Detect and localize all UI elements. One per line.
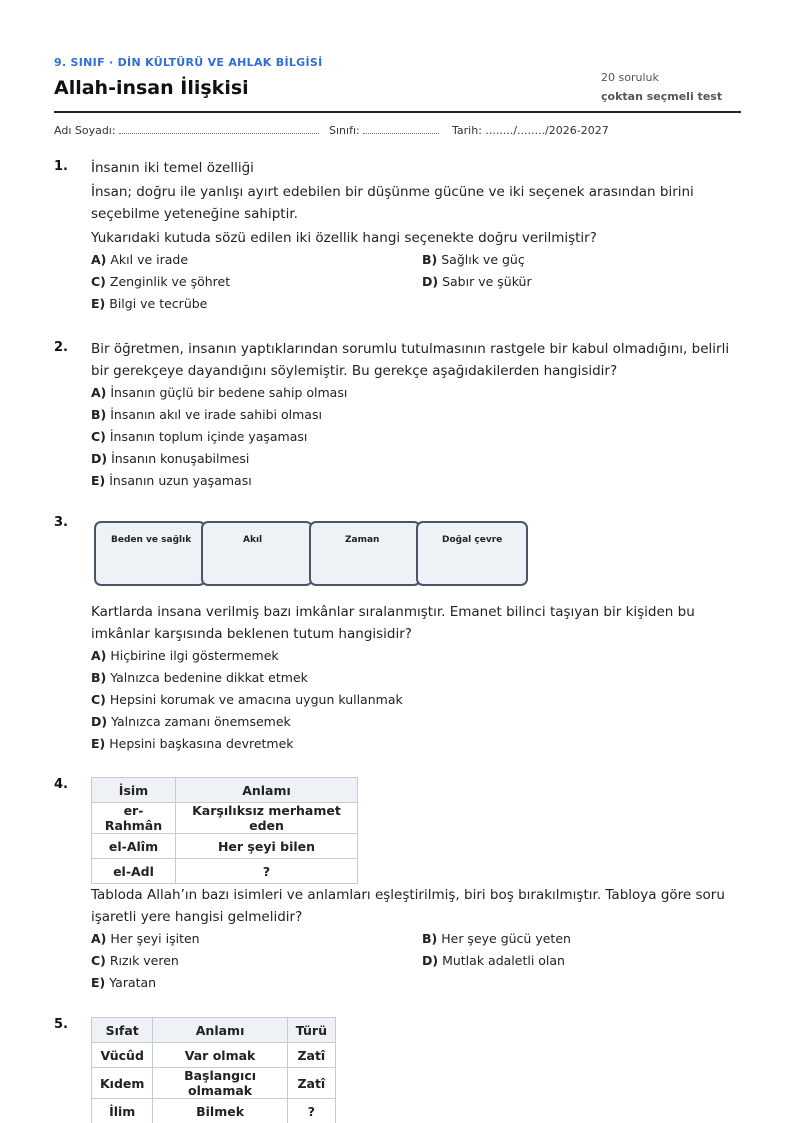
option-letter: B) (422, 931, 438, 946)
card-3 (309, 521, 421, 586)
table-header: Sıfat (92, 1018, 153, 1043)
option-text: Sağlık ve güç (441, 252, 525, 267)
table-cell: Zatî (287, 1043, 335, 1068)
option-c[interactable] (91, 271, 230, 293)
resource-cards (94, 519, 534, 589)
question-number: 1. (54, 159, 68, 174)
option-d[interactable] (422, 950, 565, 972)
option-letter: B) (422, 252, 438, 267)
table-cell: Var olmak (153, 1043, 287, 1068)
worksheet-page (54, 0, 741, 1123)
question-3-body (91, 601, 741, 755)
option-e[interactable] (91, 470, 741, 492)
option-text: Hepsini başkasına devretmek (109, 736, 294, 751)
option-e[interactable] (91, 972, 156, 994)
option-letter: D) (422, 953, 439, 968)
option-c[interactable] (91, 426, 741, 448)
course-label: 9. SINIF · DİN KÜLTÜRÜ VE AHLAK BİLGİSİ (54, 56, 323, 69)
question-5-number: 5. (54, 1017, 68, 1032)
card-label: Beden ve sağlık (111, 535, 192, 545)
option-letter: D) (91, 714, 108, 729)
option-a[interactable] (91, 645, 741, 667)
student-info-row (54, 124, 741, 140)
option-letter: C) (91, 692, 106, 707)
option-b[interactable] (91, 667, 741, 689)
option-letter: A) (91, 931, 107, 946)
table-cell: el-Alîm (92, 834, 176, 859)
option-b[interactable] (91, 404, 741, 426)
table-header: Anlamı (176, 778, 358, 803)
question-stem: Kartlarda insana verilmiş bazı imkânlar sıralanmıştır. Emanet bilinci taşıyan bir kişiden bu imkânlar karşısında beklenen tutum hangisidir? (91, 604, 695, 642)
card-label: Zaman (345, 535, 380, 545)
table-row (92, 803, 358, 834)
table-header-row (92, 1018, 336, 1043)
question-stem: Yukarıdaki kutuda sözü edilen iki özellik hangi seçenekte doğru verilmiştir? (91, 230, 597, 246)
option-text: İnsanın konuşabilmesi (111, 451, 250, 466)
option-letter: E) (91, 736, 106, 751)
table-cell: Başlangıcı olmamak (153, 1068, 287, 1099)
table-cell: Zatî (287, 1068, 335, 1099)
table-cell: ? (176, 859, 358, 884)
date-label: Tarih: (452, 124, 482, 137)
question-number: 2. (54, 340, 68, 355)
names-table (91, 777, 358, 884)
test-type: çoktan seçmeli test (601, 90, 723, 103)
name-blank (119, 124, 319, 134)
table-cell: Her şeyi bilen (176, 834, 358, 859)
card-4 (416, 521, 528, 586)
option-text: Rızık veren (109, 953, 179, 968)
option-text: İnsanın uzun yaşaması (109, 473, 252, 488)
table-cell: ? (287, 1099, 335, 1123)
option-text: Yalnızca zamanı önemsemek (111, 714, 291, 729)
option-a[interactable] (91, 382, 741, 404)
class-label: Sınıfı: (329, 124, 360, 137)
option-e[interactable] (91, 293, 207, 315)
table-cell: Kıdem (92, 1068, 153, 1099)
option-letter: A) (91, 252, 107, 267)
table-header: İsim (92, 778, 176, 803)
class-field (329, 124, 439, 137)
table-row (92, 1068, 336, 1099)
option-letter: D) (422, 274, 439, 289)
table-cell: İlim (92, 1099, 153, 1123)
option-text: İnsanın akıl ve irade sahibi olması (110, 407, 322, 422)
option-text: Akıl ve irade (110, 252, 189, 267)
option-b[interactable] (422, 249, 525, 271)
table-cell: er-Rahmân (92, 803, 176, 834)
table-cell: el-Adl (92, 859, 176, 884)
question-4-number: 4. (54, 777, 68, 792)
question-heading: İnsanın iki temel özelliği (91, 160, 254, 176)
table-header: Türü (287, 1018, 335, 1043)
table-cell: Bilmek (153, 1099, 287, 1123)
option-c[interactable] (91, 950, 179, 972)
option-c[interactable] (91, 689, 741, 711)
card-label: Akıl (243, 535, 263, 545)
option-letter: E) (91, 473, 106, 488)
table-row (92, 1099, 336, 1123)
option-text: Yaratan (109, 975, 157, 990)
option-letter: C) (91, 429, 106, 444)
option-letter: A) (91, 385, 107, 400)
table-cell: Karşılıksız merhamet eden (176, 803, 358, 834)
table-header-row (92, 778, 358, 803)
option-d[interactable] (91, 448, 741, 470)
question-4-body (91, 884, 741, 996)
header-divider (54, 111, 741, 113)
date-value: ......../......../2026-2027 (485, 124, 609, 137)
option-text: Her şeye gücü yeten (441, 931, 571, 946)
question-stem: Tabloda Allah’ın bazı isimleri ve anlamları eşleştirilmiş, biri boş bırakılmıştır. Tabloya göre soru işaretli yere hangisi gelmelidir? (91, 887, 725, 925)
table-cell: Vücûd (92, 1043, 153, 1068)
name-label: Adı Soyadı: (54, 124, 116, 137)
option-letter: C) (91, 953, 106, 968)
option-letter: C) (91, 274, 106, 289)
question-3-number: 3. (54, 515, 68, 530)
option-a[interactable] (91, 928, 200, 950)
option-letter: E) (91, 296, 106, 311)
option-letter: E) (91, 975, 106, 990)
option-b[interactable] (422, 928, 571, 950)
option-text: Hepsini korumak ve amacına uygun kullanmak (109, 692, 403, 707)
question-count: 20 soruluk (601, 71, 659, 84)
table-row (92, 859, 358, 884)
question-body (91, 338, 741, 492)
name-field (54, 124, 319, 137)
option-text: İnsanın güçlü bir bedene sahip olması (110, 385, 348, 400)
option-text: Yalnızca bedenine dikkat etmek (110, 670, 308, 685)
card-2 (201, 521, 313, 586)
option-e[interactable] (91, 733, 741, 755)
option-text: Hiçbirine ilgi göstermemek (110, 648, 279, 663)
table-row (92, 834, 358, 859)
option-text: Her şeyi işiten (110, 931, 200, 946)
page-title: Allah-insan İlişkisi (54, 77, 249, 99)
option-letter: B) (91, 670, 107, 685)
card-1 (94, 521, 206, 586)
option-a[interactable] (91, 249, 188, 271)
question-passage: İnsan; doğru ile yanlışı ayırt edebilen bir düşünme gücüne ve iki seçenek arasından birini seçebilme yeteneğine sahiptir. (91, 184, 694, 222)
option-letter: D) (91, 451, 108, 466)
options-list (91, 249, 741, 317)
option-text: Zenginlik ve şöhret (109, 274, 231, 289)
table-row (92, 1043, 336, 1068)
class-blank (363, 124, 439, 134)
option-text: Bilgi ve tecrübe (109, 296, 208, 311)
option-text: İnsanın toplum içinde yaşaması (109, 429, 308, 444)
option-text: Mutlak adaletli olan (442, 953, 565, 968)
attributes-table (91, 1017, 336, 1123)
option-d[interactable] (91, 711, 741, 733)
table-header: Anlamı (153, 1018, 287, 1043)
card-label: Doğal çevre (442, 535, 503, 545)
question-stem: Bir öğretmen, insanın yaptıklarından sorumlu tutulmasının rastgele bir kabul olmadığını, belirli bir gerekçeye dayandığını söylemiştir. Bu gerekçe aşağıdakilerden hangisidir? (91, 341, 730, 379)
options-list (91, 928, 741, 996)
option-d[interactable] (422, 271, 532, 293)
question-body (91, 157, 741, 317)
option-letter: B) (91, 407, 107, 422)
date-field (452, 124, 609, 137)
option-text: Sabır ve şükür (442, 274, 532, 289)
option-letter: A) (91, 648, 107, 663)
